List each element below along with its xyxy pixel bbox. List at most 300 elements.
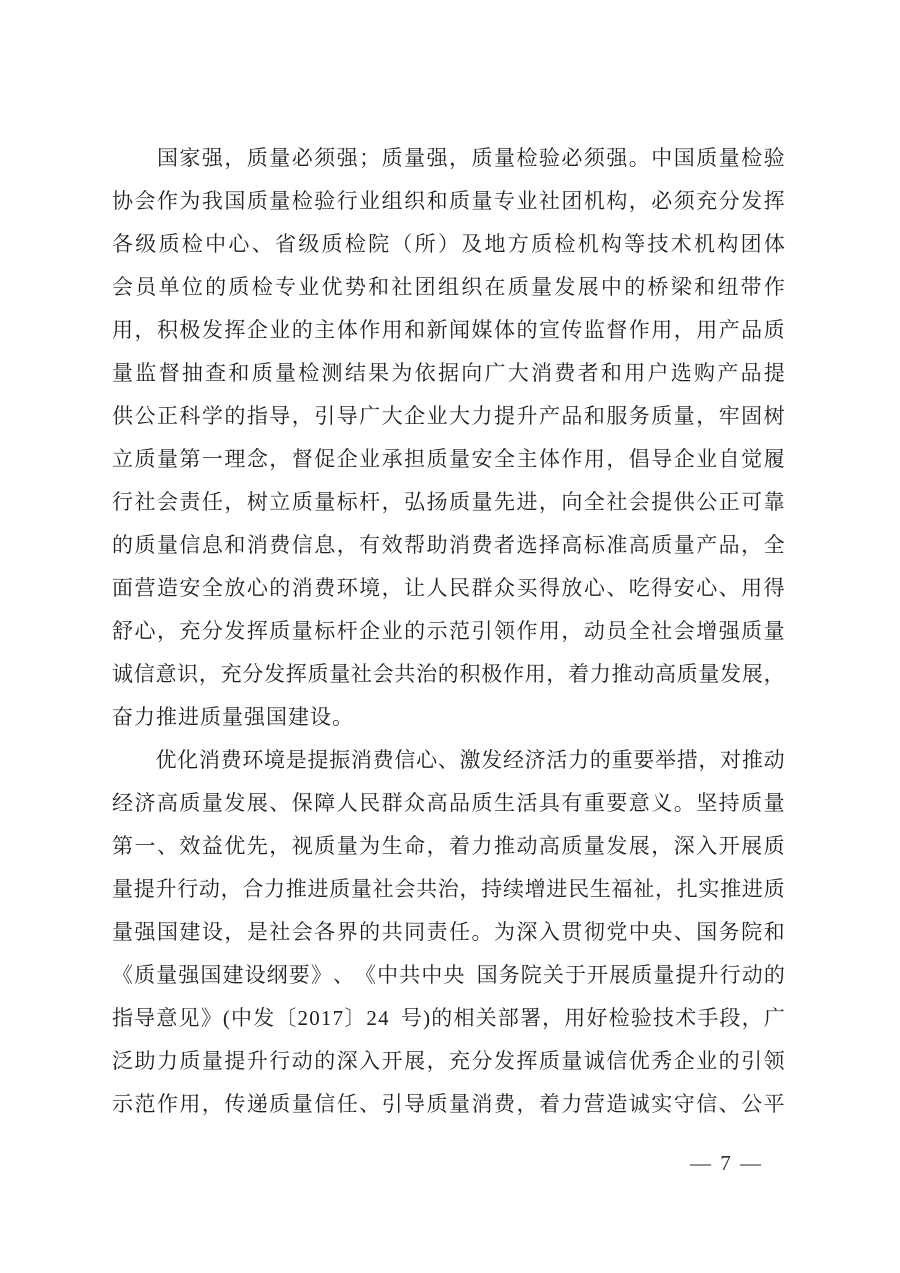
glyph: 量: [274, 361, 296, 385]
text-line: [112, 1040, 785, 1083]
glyph: 量: [201, 791, 223, 815]
glyph: 媒: [471, 318, 493, 342]
glyph: 续: [502, 877, 524, 901]
glyph: 体: [336, 318, 358, 342]
glyph: 业: [696, 447, 718, 471]
glyph: 极: [481, 662, 503, 686]
glyph: 任: [336, 1092, 358, 1116]
glyph: 据: [437, 361, 459, 385]
glyph: 方: [507, 232, 529, 256]
glyph: 建: [288, 705, 309, 729]
glyph: ，: [606, 447, 628, 471]
glyph: 量: [471, 490, 493, 514]
glyph: 量: [763, 791, 785, 815]
glyph: 经: [112, 791, 133, 815]
glyph: 得: [763, 576, 785, 600]
glyph: 对: [720, 748, 742, 772]
glyph: 行: [177, 877, 199, 901]
glyph: 、: [606, 576, 628, 600]
glyph: ，: [654, 877, 676, 901]
glyph: 任: [201, 490, 223, 514]
glyph: 祉: [633, 877, 655, 901]
glyph: 向: [561, 490, 583, 514]
glyph: 立: [112, 447, 133, 471]
glyph: 国: [200, 963, 222, 987]
glyph: 福: [611, 877, 633, 901]
glyph: 质: [134, 533, 156, 557]
glyph: 检: [608, 1006, 630, 1030]
glyph: 7: [332, 1006, 344, 1030]
glyph: 必: [651, 189, 673, 213]
glyph: 社: [391, 275, 413, 299]
glyph: 纲: [266, 963, 288, 987]
glyph: 为: [179, 189, 201, 213]
glyph: 强: [426, 146, 448, 170]
glyph: 诚: [628, 1092, 650, 1116]
glyph: 验: [630, 1006, 652, 1030]
glyph: 一: [134, 834, 156, 858]
indent-space: [112, 739, 133, 782]
glyph: 秀: [651, 1049, 673, 1073]
glyph: 挥: [246, 619, 268, 643]
glyph: 展: [741, 834, 763, 858]
glyph: ，: [381, 576, 403, 600]
glyph: 、: [269, 791, 291, 815]
glyph: 展: [246, 791, 268, 815]
glyph: 质: [179, 1049, 201, 1073]
glyph: ，: [538, 490, 560, 514]
glyph: 信: [394, 748, 416, 772]
glyph: 信: [179, 533, 201, 557]
glyph: 的: [624, 275, 646, 299]
glyph: 进: [307, 877, 329, 901]
glyph: 力: [561, 1092, 583, 1116]
glyph: 于: [564, 963, 586, 987]
glyph: 人: [426, 576, 448, 600]
glyph: 组: [437, 275, 459, 299]
glyph: 位: [181, 275, 203, 299]
glyph: 量: [653, 963, 675, 987]
glyph: ）: [437, 232, 459, 256]
glyph: ，: [628, 189, 650, 213]
glyph: 示: [426, 619, 448, 643]
glyph: 择: [538, 533, 560, 557]
glyph: 督: [158, 361, 180, 385]
glyph: 《: [112, 963, 133, 987]
glyph: 提: [493, 404, 515, 428]
glyph: 会: [372, 662, 394, 686]
glyph: 量: [201, 1049, 223, 1073]
glyph: 结: [344, 361, 366, 385]
glyph: 挥: [224, 318, 246, 342]
glyph: 发: [720, 662, 742, 686]
glyph: 监: [135, 361, 157, 385]
glyph: 导: [336, 404, 358, 428]
glyph: 、: [673, 920, 695, 944]
word-space: [390, 997, 400, 1040]
glyph: 人: [336, 791, 358, 815]
glyph: 检: [516, 146, 538, 170]
text-line: [112, 266, 785, 309]
glyph: 产: [696, 533, 718, 557]
glyph: 高: [156, 791, 178, 815]
glyph: 质: [471, 791, 493, 815]
glyph: 级: [298, 232, 320, 256]
glyph: 诚: [112, 662, 133, 686]
glyph: 行: [336, 189, 358, 213]
glyph: 益: [201, 834, 223, 858]
glyph: 造: [156, 576, 178, 600]
glyph: 企: [673, 447, 695, 471]
glyph: 消: [471, 1092, 493, 1116]
glyph: 共: [399, 963, 421, 987]
glyph: 。: [673, 791, 695, 815]
glyph: 意: [628, 791, 650, 815]
glyph: 准: [606, 533, 628, 557]
glyph: 质: [200, 705, 221, 729]
text-line: [112, 352, 785, 395]
glyph: 企: [404, 404, 426, 428]
glyph: 检: [298, 361, 320, 385]
glyph: 的: [359, 920, 381, 944]
glyph: 量: [291, 619, 313, 643]
glyph: 买: [516, 576, 538, 600]
text-line: [112, 954, 785, 997]
glyph: 和: [694, 275, 716, 299]
text-line: [112, 1083, 785, 1126]
glyph: 放: [224, 576, 246, 600]
glyph: 治: [437, 877, 459, 901]
glyph: 量: [449, 1092, 471, 1116]
glyph: 国: [224, 189, 246, 213]
glyph: 会: [394, 877, 416, 901]
glyph: 动: [516, 834, 538, 858]
glyph: 量: [112, 361, 133, 385]
glyph: 中: [421, 963, 443, 987]
glyph: 构: [717, 232, 739, 256]
glyph: 手: [697, 1006, 719, 1030]
glyph: 的: [314, 1049, 336, 1073]
glyph: 党: [606, 920, 628, 944]
glyph: 社: [350, 662, 372, 686]
glyph: 推: [156, 705, 177, 729]
glyph: 强: [201, 146, 223, 170]
glyph: 关: [542, 963, 564, 987]
glyph: 信: [291, 533, 313, 557]
glyph: 质: [449, 189, 471, 213]
glyph: 障: [314, 791, 336, 815]
glyph: 检: [291, 189, 313, 213]
glyph: 量: [269, 189, 291, 213]
glyph: 供: [673, 490, 695, 514]
glyph: 会: [628, 490, 650, 514]
glyph: 1: [320, 1006, 332, 1030]
glyph: 企: [336, 447, 358, 471]
glyph: 进: [741, 877, 763, 901]
glyph: 号: [400, 1006, 422, 1030]
glyph: 质: [471, 146, 493, 170]
glyph: 消: [246, 533, 268, 557]
glyph: 中: [651, 146, 673, 170]
glyph: 界: [336, 920, 358, 944]
glyph: 作: [156, 189, 178, 213]
glyph: 势: [344, 275, 366, 299]
glyph: 业: [426, 404, 448, 428]
glyph: 费: [314, 576, 336, 600]
glyph: 升: [155, 877, 177, 901]
glyph: 责: [426, 920, 448, 944]
glyph: 者: [577, 361, 599, 385]
glyph: 级: [135, 232, 157, 256]
glyph: 第: [179, 447, 201, 471]
glyph: 民: [568, 877, 590, 901]
glyph: 得: [538, 576, 560, 600]
glyph: 心: [696, 576, 718, 600]
glyph: 强: [244, 705, 265, 729]
glyph: 弘: [404, 490, 426, 514]
glyph: 业: [381, 619, 403, 643]
glyph: 领: [763, 1049, 785, 1073]
glyph: 发: [493, 1049, 515, 1073]
glyph: 须: [314, 146, 336, 170]
glyph: ，: [224, 920, 246, 944]
glyph: 中: [628, 920, 650, 944]
glyph: 好: [586, 1006, 608, 1030]
glyph: 专: [274, 275, 296, 299]
glyph: 发: [606, 834, 628, 858]
glyph: 费: [269, 533, 291, 557]
glyph: 作: [156, 1092, 178, 1116]
glyph: 高: [538, 834, 560, 858]
glyph: 展: [741, 662, 763, 686]
glyph: 造: [606, 1092, 628, 1116]
glyph: 息: [201, 533, 223, 557]
glyph: ，: [449, 146, 471, 170]
glyph: 、: [332, 963, 354, 987]
glyph: 视: [291, 834, 313, 858]
glyph: 业: [696, 1049, 718, 1073]
glyph: 建: [179, 920, 201, 944]
glyph: 着: [449, 834, 471, 858]
text-line: [112, 653, 785, 696]
indent-space: [134, 739, 155, 782]
glyph: 重: [583, 791, 605, 815]
glyph: 升: [697, 963, 719, 987]
glyph: 济: [524, 748, 546, 772]
glyph: ，: [134, 318, 156, 342]
glyph: 社: [538, 189, 560, 213]
glyph: 用: [179, 1092, 201, 1116]
glyph: 优: [224, 834, 246, 858]
text-line: [112, 309, 785, 352]
glyph: 高: [654, 662, 676, 686]
glyph: 关: [475, 1006, 497, 1030]
glyph: 强: [178, 963, 200, 987]
glyph: 质: [763, 318, 785, 342]
glyph: 依: [414, 361, 436, 385]
glyph: 测: [321, 361, 343, 385]
glyph: 购: [694, 361, 716, 385]
glyph: 量: [718, 146, 740, 170]
text-line: [112, 739, 785, 782]
glyph: 中: [205, 232, 227, 256]
glyph: 消: [198, 748, 220, 772]
glyph: 量: [449, 447, 471, 471]
glyph: 先: [246, 834, 268, 858]
glyph: 杆: [336, 619, 358, 643]
glyph: 先: [493, 490, 515, 514]
glyph: 公: [741, 1092, 763, 1116]
glyph: 同: [404, 920, 426, 944]
glyph: 领: [493, 619, 515, 643]
glyph: 导: [269, 404, 291, 428]
glyph: 构: [600, 232, 622, 256]
glyph: 科: [179, 404, 201, 428]
glyph: 传: [561, 318, 583, 342]
glyph: 验: [538, 146, 560, 170]
glyph: 量: [156, 963, 178, 987]
glyph: 心: [228, 232, 250, 256]
glyph: 的: [291, 318, 313, 342]
glyph: ，: [651, 834, 673, 858]
glyph: 识: [177, 662, 199, 686]
glyph: 主: [314, 318, 336, 342]
glyph: 、: [718, 576, 740, 600]
glyph: 极: [179, 318, 201, 342]
glyph: 作: [763, 275, 785, 299]
glyph: 第: [112, 834, 133, 858]
glyph: 扬: [426, 490, 448, 514]
glyph: 生: [381, 834, 403, 858]
glyph: 义: [651, 791, 673, 815]
glyph: 开: [381, 1049, 403, 1073]
glyph: 传: [224, 1092, 246, 1116]
glyph: 提: [763, 361, 785, 385]
glyph: 全: [583, 490, 605, 514]
glyph: 品: [741, 318, 763, 342]
glyph: 实: [698, 877, 720, 901]
text-line: [112, 696, 785, 739]
glyph: 量: [336, 834, 358, 858]
glyph: 用: [564, 1006, 586, 1030]
glyph: 〕: [344, 1006, 366, 1030]
glyph: 分: [201, 619, 223, 643]
glyph: 产: [538, 404, 560, 428]
glyph: 检: [251, 275, 273, 299]
glyph: ，: [336, 533, 358, 557]
glyph: 量: [314, 490, 336, 514]
glyph: 用: [696, 318, 718, 342]
glyph: 业: [298, 275, 320, 299]
glyph: 业: [359, 447, 381, 471]
glyph: 实: [651, 1092, 673, 1116]
glyph: 引: [314, 404, 336, 428]
glyph: 会: [291, 920, 313, 944]
glyph: 具: [538, 791, 560, 815]
glyph: 彻: [583, 920, 605, 944]
glyph: 着: [568, 662, 590, 686]
glyph: 设: [310, 705, 331, 729]
glyph: 靠: [763, 490, 785, 514]
glyph: 量: [531, 275, 553, 299]
glyph: 督: [291, 447, 313, 471]
glyph: 是: [285, 748, 307, 772]
glyph: 动: [633, 662, 655, 686]
glyph: 设: [201, 920, 223, 944]
glyph: 推: [741, 748, 763, 772]
glyph: 进: [178, 705, 199, 729]
glyph: 守: [673, 1092, 695, 1116]
glyph: ，: [673, 318, 695, 342]
glyph: 检: [344, 232, 366, 256]
glyph: 和: [763, 920, 785, 944]
glyph: 正: [156, 404, 178, 428]
glyph: 费: [471, 533, 493, 557]
glyph: 意: [155, 662, 177, 686]
glyph: 质: [696, 146, 718, 170]
glyph: 深: [336, 1049, 358, 1073]
glyph: 0: [309, 1006, 320, 1030]
text-line: [112, 997, 785, 1040]
glyph: 业: [359, 189, 381, 213]
glyph: 费: [220, 748, 242, 772]
glyph: 相: [453, 1006, 475, 1030]
glyph: 量: [291, 1092, 313, 1116]
glyph: 强: [336, 146, 358, 170]
glyph: 高: [628, 533, 650, 557]
glyph: 国: [476, 963, 498, 987]
glyph: 分: [242, 662, 264, 686]
glyph: 安: [179, 576, 201, 600]
glyph: 检: [741, 146, 763, 170]
glyph: ，: [546, 662, 568, 686]
glyph: 诚: [583, 1049, 605, 1073]
glyph: 用: [524, 662, 546, 686]
glyph: 量: [156, 533, 178, 557]
glyph: 量: [350, 877, 372, 901]
glyph: 树: [246, 490, 268, 514]
glyph: 众: [404, 791, 426, 815]
glyph: 深: [516, 920, 538, 944]
text-line: [112, 395, 785, 438]
glyph: 优: [155, 748, 177, 772]
glyph: 作: [516, 619, 538, 643]
glyph: 息: [314, 533, 336, 557]
glyph: 充: [179, 619, 201, 643]
glyph: 《: [355, 963, 377, 987]
glyph: 的: [224, 404, 246, 428]
glyph: ，: [291, 404, 313, 428]
glyph: 质: [741, 791, 763, 815]
glyph: 的: [404, 619, 426, 643]
glyph: 牢: [718, 404, 740, 428]
glyph: 团: [414, 275, 436, 299]
glyph: 质: [531, 232, 553, 256]
glyph: 高: [561, 533, 583, 557]
glyph: 引: [741, 1049, 763, 1073]
glyph: 验: [763, 146, 785, 170]
glyph: 者: [493, 533, 515, 557]
glyph: 全: [201, 576, 223, 600]
glyph: 量: [471, 189, 493, 213]
glyph: 质: [651, 533, 673, 557]
glyph: 质: [507, 275, 529, 299]
glyph: 共: [416, 877, 438, 901]
glyph: 展: [628, 834, 650, 858]
glyph: 和: [600, 361, 622, 385]
glyph: 分: [471, 1049, 493, 1073]
glyph: 进: [516, 490, 538, 514]
